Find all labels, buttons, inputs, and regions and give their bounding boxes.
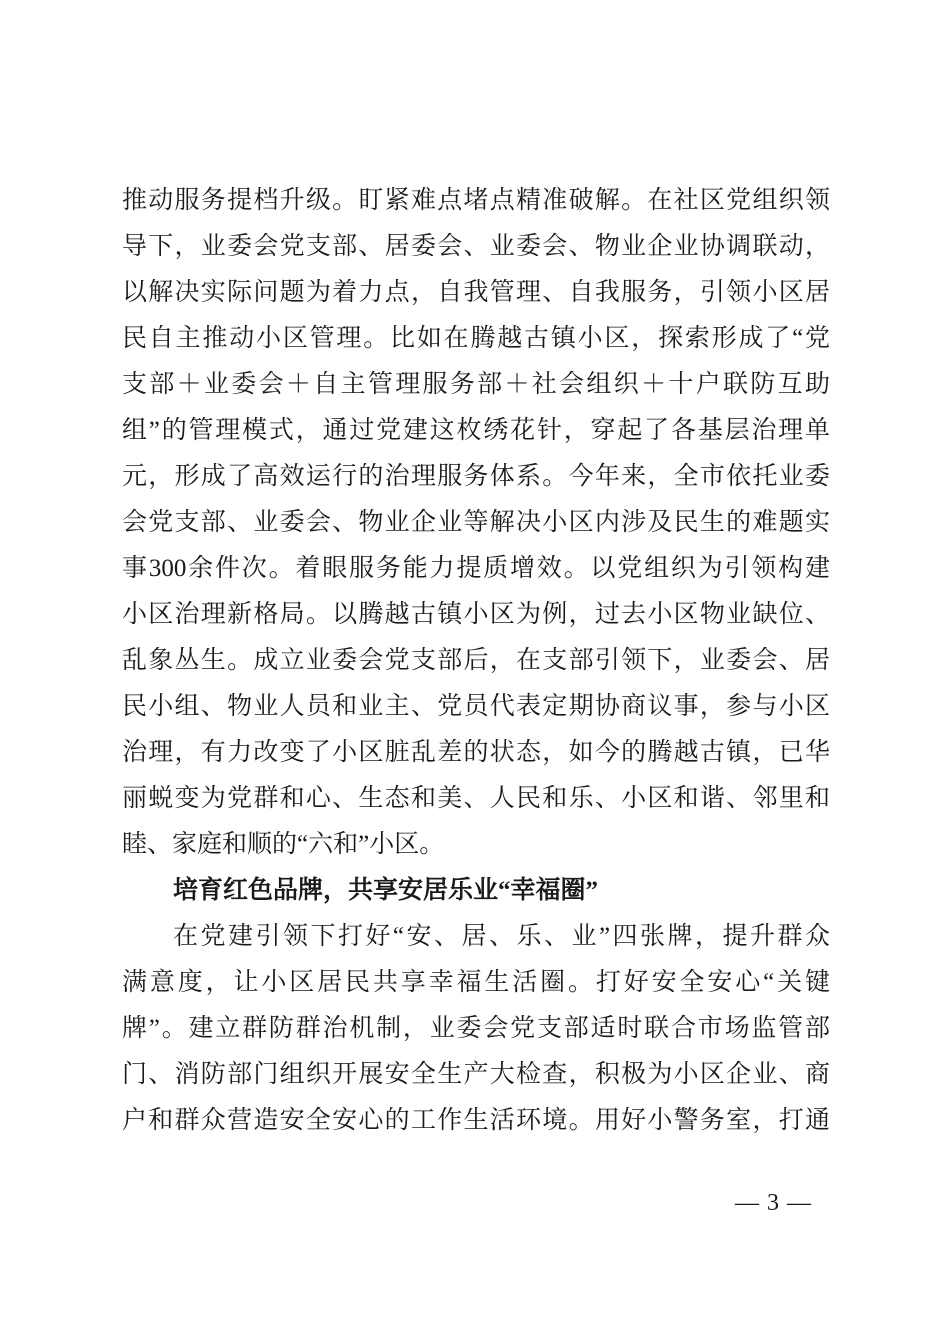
text-line: 导下，业委会党支部、居委会、业委会、物业企业协调联动， xyxy=(122,233,830,260)
text-line: 治理，有力改变了小区脏乱差的状态，如今的腾越古镇，已华 xyxy=(122,739,830,766)
text-line: 事300余件次。着眼服务能力提质增效。以党组织为引领构建 xyxy=(122,555,830,582)
text-line: 支部＋业委会＋自主管理服务部＋社会组织＋十户联防互助 xyxy=(122,371,830,398)
text-line: 牌”。建立群防群治机制，业委会党支部适时联合市场监管部 xyxy=(122,1015,830,1042)
text-line: 小区治理新格局。以腾越古镇小区为例，过去小区物业缺位、 xyxy=(122,601,830,628)
text-line: 会党支部、业委会、物业企业等解决小区内涉及民生的难题实 xyxy=(122,509,830,536)
text-line: 丽蜕变为党群和心、生态和美、人民和乐、小区和谐、邻里和 xyxy=(122,785,830,812)
text-line: 推动服务提档升级。盯紧难点堵点精准破解。在社区党组织领 xyxy=(122,187,830,214)
text-line: 满意度，让小区居民共享幸福生活圈。打好安全安心“关键 xyxy=(122,969,830,996)
text-line: 民小组、物业人员和业主、党员代表定期协商议事，参与小区 xyxy=(122,693,830,720)
document-body xyxy=(122,178,830,1144)
text-line: 门、消防部门组织开展安全生产大检查，积极为小区企业、商 xyxy=(122,1061,830,1088)
text-line: 组”的管理模式，通过党建这枚绣花针，穿起了各基层治理单 xyxy=(122,417,830,444)
page-number: — 3 — xyxy=(735,1190,812,1216)
text-line: 以解决实际问题为着力点，自我管理、自我服务，引领小区居 xyxy=(122,279,830,306)
section-heading: 培育红色品牌，共享安居乐业“幸福圈” xyxy=(173,877,599,904)
text-line: 在党建引领下打好“安、居、乐、业”四张牌，提升群众 xyxy=(173,923,830,950)
text-line: 户和群众营造安全安心的工作生活环境。用好小警务室，打通 xyxy=(122,1107,830,1134)
text-line: 民自主推动小区管理。比如在腾越古镇小区，探索形成了“党 xyxy=(122,325,830,352)
text-line: 乱象丛生。成立业委会党支部后，在支部引领下，业委会、居 xyxy=(122,647,830,674)
text-line: 元，形成了高效运行的治理服务体系。今年来，全市依托业委 xyxy=(122,463,830,490)
text-line: 睦、家庭和顺的“六和”小区。 xyxy=(122,831,445,858)
